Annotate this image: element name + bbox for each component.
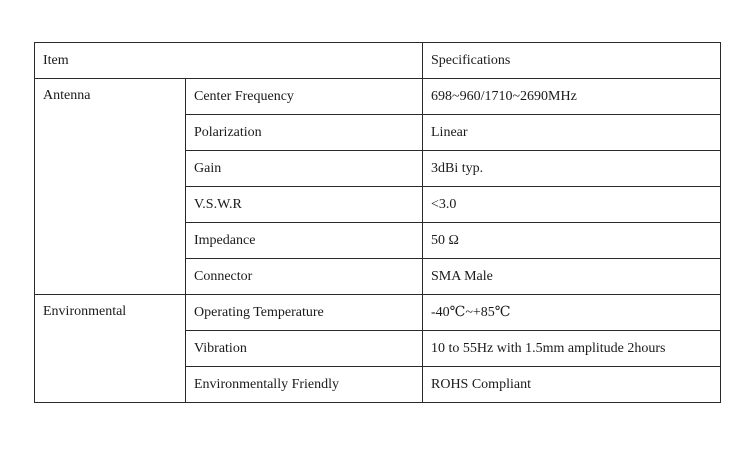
value-cell: 698~960/1710~2690MHz <box>423 79 721 115</box>
param-cell: Center Frequency <box>186 79 423 115</box>
value-cell: -40℃~+85℃ <box>423 295 721 331</box>
param-cell: Impedance <box>186 223 423 259</box>
specifications-table <box>34 42 721 403</box>
value-cell: 10 to 55Hz with 1.5mm amplitude 2hours <box>423 331 721 367</box>
value-cell: SMA Male <box>423 259 721 295</box>
group-environmental: Environmental <box>35 295 186 403</box>
value-cell: 50 Ω <box>423 223 721 259</box>
header-item: Item <box>35 43 423 79</box>
table-header-row <box>35 43 721 79</box>
param-cell: Polarization <box>186 115 423 151</box>
param-cell: V.S.W.R <box>186 187 423 223</box>
param-cell: Vibration <box>186 331 423 367</box>
param-cell: Gain <box>186 151 423 187</box>
param-cell: Connector <box>186 259 423 295</box>
value-cell: Linear <box>423 115 721 151</box>
table-row <box>35 295 721 331</box>
value-cell: 3dBi typ. <box>423 151 721 187</box>
table-row <box>35 79 721 115</box>
value-cell: ROHS Compliant <box>423 367 721 403</box>
group-antenna: Antenna <box>35 79 186 295</box>
param-cell: Operating Temperature <box>186 295 423 331</box>
param-cell: Environmentally Friendly <box>186 367 423 403</box>
value-cell: <3.0 <box>423 187 721 223</box>
header-specifications: Specifications <box>423 43 721 79</box>
